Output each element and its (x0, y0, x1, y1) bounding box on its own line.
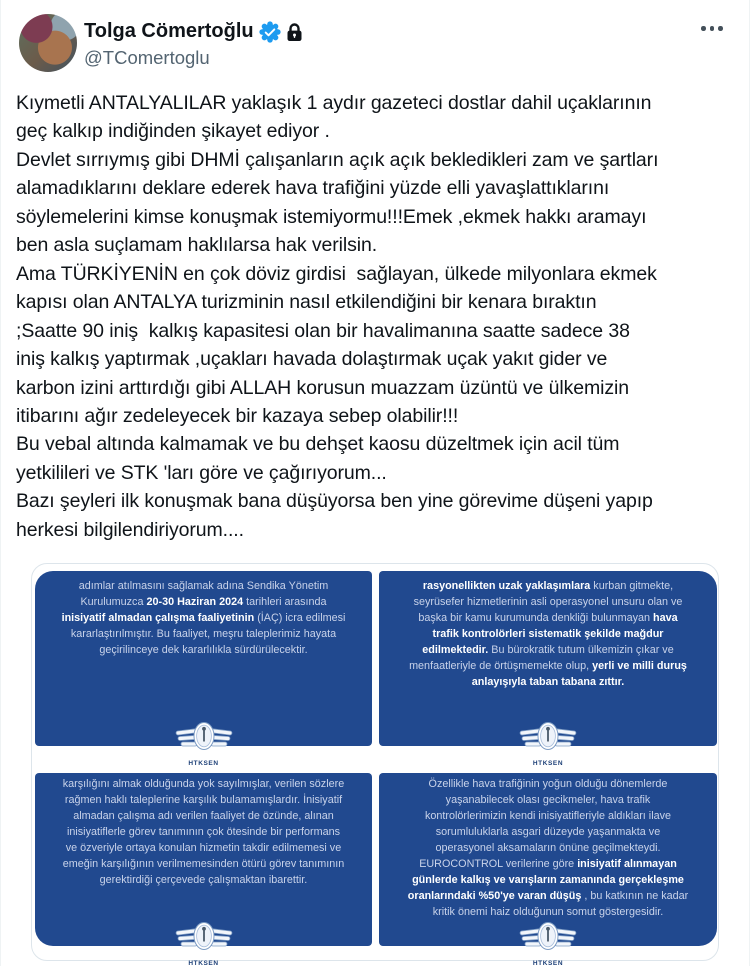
htksen-logo-label: HTKSEN (188, 960, 219, 967)
statement-card-text (35, 571, 372, 658)
statement-card-line: anlayışıyla taban tabana zıttır. (471, 676, 625, 688)
tweet-text-line: Ama TÜRKİYENİN en çok döviz girdisi sağlayan, ülkede milyonlara ekmek (16, 262, 657, 285)
author-name-row (84, 20, 303, 43)
statement-card-line: operasyonel aksamaların önüne geçilmekteydi. (435, 842, 661, 854)
htksen-logo-label: HTKSEN (188, 760, 219, 767)
statement-card-line: rasyonellikten uzak yaklaşımlara kurban gitmekte, (422, 580, 674, 592)
protected-lock-icon (286, 22, 303, 42)
display-name[interactable]: Tolga Cömertoğlu (84, 20, 254, 42)
tweet-text-line: geç kalkıp indiğinden şikayet ediyor . (16, 120, 330, 143)
tweet-text-line: herkesi bilgilendiriyorum.... (16, 518, 244, 541)
tweet-text-line: söylemelerini kimse konuşmak istemiyormu!!!Emek ,ekmek hakkı aramayı (16, 205, 647, 228)
htksen-logo-label: HTKSEN (532, 960, 564, 967)
statement-card-line: inisiyatiflerle görev tanımının çok ötesinde bir performans (66, 826, 341, 838)
statement-card-bottom-right (379, 773, 717, 967)
statement-card-text (35, 773, 372, 888)
tweet-text-line: alamadıklarını deklare ederek hava trafiğini yüzde elli yavaşlattıklarını (16, 177, 610, 200)
statement-card-line: edilmektedir. Bu bürokratik tutum ülkemizin çıkar ve (422, 644, 674, 656)
statement-card-line: almadan çalışma adı verilen faaliyet de özünde, alınan (73, 810, 334, 822)
statement-card-line: geçirilinceye dek kararlılıkla sürdürülecektir. (99, 644, 308, 656)
statement-card-line: oranlarındaki %50'ye varan düşüş , bu katkının ne kadar (407, 890, 689, 902)
statement-card-line: rağmen haklı taleplerine karşılık bulamamışlardır. İnisiyatif (64, 794, 343, 806)
tweet-text-line: ben asla suçlamam haklılarsa hak verilsin. (16, 234, 378, 257)
statement-card-top-right (379, 571, 717, 767)
tweet-text-line: itibarını ağır zedeleyecek bir kazaya sebep olabilir!!! (16, 404, 459, 427)
avatar[interactable] (19, 14, 77, 72)
statement-card-text (379, 571, 717, 690)
tweet-text-line: karbon izini arttırdığı gibi ALLAH korusun muazzam üzüntü ve ülkemizin (16, 376, 629, 399)
tweet-text-line: Bazı şeyleri ilk konuşmak bana düşüyorsa ben yine görevime düşeni yapıp (16, 490, 653, 513)
tweet-text-line: kapısı olan ANTALYA turizminin nasıl etkilendiğini bir kenara bıraktın (16, 291, 597, 314)
statement-card-line: kritik önemi haiz olduğunun somut göstergesidir. (432, 906, 664, 918)
statement-card-line: kontrolörlerimizin kendi inisiyatifleriyle aldıkları ilave (424, 810, 672, 822)
statement-card-line: sorumluluklarla asgari düzeyde yaşanmakta ve (435, 826, 661, 838)
statement-card-text (379, 773, 717, 920)
tweet-text-line: Bu vebal altında kalmamak ve bu dehşet kaosu düzeltmek için acil tüm (16, 433, 620, 456)
htksen-logo (516, 718, 580, 767)
tweet-text-line: Devlet sırrıymış gibi DHMİ çalışanların açık açık bekledikleri zam ve şartları (16, 148, 659, 171)
tweet-text-line: Kıymetli ANTALYALILAR yaklaşık 1 aydır gazeteci dostlar dahil uçaklarının (16, 92, 652, 114)
statement-card-line: Kurulumuzca 20-30 Haziran 2024 tarihleri arasında (80, 596, 327, 608)
statement-card-line: seyrüsefer hizmetlerinin asli operasyonel unsuru olan ve (413, 596, 683, 608)
tweet-text-line: yetkilileri ve STK 'ları göre ve çağırıyorum... (16, 461, 387, 484)
statement-card-bottom-left (35, 773, 372, 967)
statement-card-line: trafik kontrolörleri sistematik şekilde mağdur (432, 628, 664, 640)
user-handle[interactable]: @TComertoglu (84, 47, 210, 68)
htksen-logo (516, 918, 580, 967)
htksen-logo (172, 718, 236, 767)
tweet-text (16, 89, 744, 544)
statement-card-line: emeğin karşılığının verilmemesinden ötürü görev tanımının (62, 858, 345, 870)
statement-card-top-left (35, 571, 372, 767)
statement-card-line: başka bir kamu kurumunda denkliği bulunmayan hava (418, 612, 678, 624)
statement-card-line: inisiyatif almadan çalışma faaliyetinin (İAÇ) icra edilmesi (61, 612, 346, 624)
statement-card-line: ve özveriyle ortaya konulan hizmetin takdir edilmemesi ve (65, 842, 342, 854)
statement-card-line: gerektirdiği çerçevede çalışmaktan ibarettir. (99, 874, 308, 886)
htksen-logo-label: HTKSEN (532, 760, 564, 767)
statement-card-line: menfaatleriyle de örtüşmemekte olup, yerli ve milli duruş (409, 660, 687, 672)
statement-card-line: Özellikle hava trafiğinin yoğun olduğu dönemlerde (428, 778, 668, 790)
statement-card-line: karşılığını almak olduğunda yok sayılmışlar, verilen sözlere (62, 778, 345, 790)
statement-card-line: EUROCONTROL verilerine göre inisiyatif alınmayan (419, 858, 677, 870)
statement-card-line: günlerde kalkış ve varışların zamanında gerçekleşme (412, 874, 684, 886)
tweet-text-line: iniş kalkış yaptırmak ,uçakları havada dolaştırmak uçak yakıt gider ve (16, 348, 608, 371)
statement-card-line: adımlar atılmasını sağlamak adına Sendika Yönetim (78, 580, 329, 592)
embedded-statement-image[interactable] (31, 563, 719, 967)
verified-badge-icon (259, 21, 281, 43)
htksen-logo (172, 918, 236, 967)
statement-card-line: kararlaştırılmıştır. Bu faaliyet, meşru taleplerimiz hayata (70, 628, 337, 640)
statement-card-line: yaşanabilecek olası gecikmeler, hava trafik (445, 794, 651, 806)
tweet-text-line: ;Saatte 90 iniş kalkış kapasitesi olan bir havalimanına saatte sadece 38 (16, 319, 630, 342)
more-ellipsis-icon[interactable] (699, 24, 725, 33)
